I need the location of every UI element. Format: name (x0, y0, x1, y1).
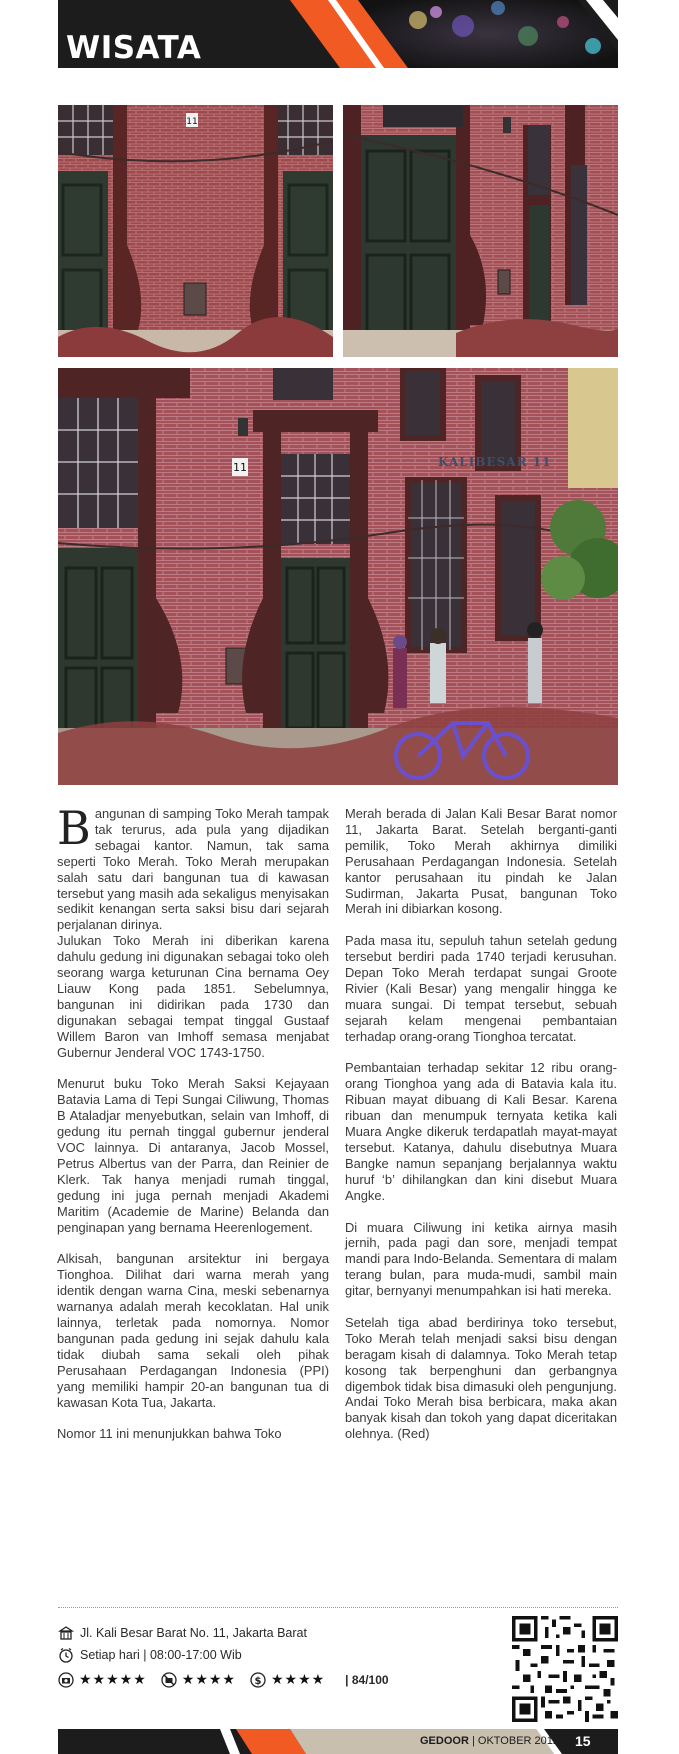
svg-text:11: 11 (186, 117, 198, 127)
dotted-separator (58, 1607, 618, 1608)
address-text: Jl. Kali Besar Barat No. 11, Jakarta Barat (80, 1626, 307, 1640)
article-paragraph: Bangunan di samping Toko Merah tampak tak terurus, ada pula yang dijadikan sebagai kantor. Namun, tak sama seperti Toko Merah. Toko Merah merupakan salah satu dari bangunan tua di kawasan tersebut yang masih ada sekaligus menyisakan sedikit kenangan serta saksi bisu dari sejarah perjalanan dirinya. (57, 801, 329, 933)
article-column-right (345, 806, 617, 1442)
photo-facade-door-left (58, 105, 333, 357)
page-footer (58, 1729, 618, 1754)
article-paragraph: Alkisah, bangunan arsitektur ini bergaya Tionghoa. Dilihat dari warna merah yang identik dengan warna Cina, meski sebenarnya warnanya adalah merah kecoklatan. Hal unik lainnya, terletak pada nomornya. Nomor bangunan pada gedung ini sejak dahulu kala tidak diubah sama sekali oleh pihak Perusahaan Perdagangan Indonesia (PPI) yang memiliki hampir 20-an bangunan tua di kawasan Kota Tua, Jakarta. (57, 1251, 329, 1410)
no-camera-icon (161, 1672, 177, 1688)
article-paragraph: Di muara Ciliwung ini ketika airnya masih jernih, pada pagi dan sore, menjadi tempat mandi para Indo-Belanda. Sementara di malam terang bulan, para muda-mudi, sambil main gitar, bernyanyi menumpahkan isi hati mereka. (345, 1219, 617, 1299)
camera-icon (58, 1672, 74, 1688)
article-paragraph: Setelah tiga abad berdirinya toko tersebut, Toko Merah telah menjadi saksi bisu dengan beragam kisah di dalamnya. Toko Merah tetap kosong tak berpenghuni dan gerbangnya digembok tidak bisa dimasuki oleh pengunjung. Andai Toko Merah bisa berbicara, maka akan banyak kisah dan tokoh yang dapat diceritakan olehnya. (Red) (345, 1314, 617, 1442)
address-row (58, 1622, 448, 1644)
svg-text:$: $ (254, 1676, 262, 1687)
section-header-banner (58, 0, 618, 68)
building-icon (58, 1625, 74, 1641)
article-paragraph: Menurut buku Toko Merah Saksi Kejayaan Batavia Lama di Tepi Sungai Ciliwung, Thomas B Ataladjar menyebutkan, selain van Imhoff, di gedung itu pernah tinggal gubernur jenderal VOC lainnya. Di antaranya, Jacob Mossel, Petrus Albertus van der Parra, dan Reinier de Klerk. Tak hanya menjadi rumah tinggal, gedung ini juga pernah menjadi Akademi Maritim (Academie de Marine) Belanda dan penginapan yang bernama Heerenlogement. (57, 1076, 329, 1235)
svg-text:KALIBESAR 11: KALIBESAR 11 (438, 455, 552, 469)
total-score: | 84/100 (345, 1673, 389, 1687)
magazine-name: GEDOOR (420, 1735, 469, 1747)
rating-stars-cost: ★★★★ (270, 1672, 326, 1688)
magazine-issue: GEDOOR | OKTOBER 2012 (420, 1735, 560, 1747)
hours-row (58, 1644, 448, 1666)
article-paragraph: Julukan Toko Merah ini diberikan karena dahulu gedung ini digunakan sebagai toko oleh seorang warga keturunan Cina bernama Oey Liauw Kong pada 1851. Sebelumnya, bangunan ini didirikan pada 1730 dan digunakan sebagai tempat tinggal Gustaaf Willem Baron van Imhoff semasa menjabat Gubernur Jenderal VOC 1743-1750. (57, 933, 329, 1060)
article-paragraph: Merah berada di Jalan Kali Besar Barat nomor 11, Jakarta Barat. Setelah berganti-ganti pemilik, Toko Merah akhirnya dimiliki Perusahaan Perdagangan Indonesia. Setelah kantor perusahaan itu pindah ke Jalan Sudirman, Jakarta Pusat, bangunan Toko Merah ini dibiarkan kosong. (345, 806, 617, 917)
money-icon (250, 1672, 266, 1688)
article-column-left (57, 801, 329, 1442)
rating-row (58, 1668, 448, 1692)
article-paragraph: Pembantaian terhadap sekitar 12 ribu orang-orang Tionghoa yang ada di Batavia kala itu. Ribuan mayat dibuang di Kali Besar. Karena ribuan dan menumpuk ternyata ketika kali Muara Angke dikeruk terdapatlah mayat-mayat tersebut. Katanya, dahulu disebutnya Muara Bangke namun sepanjang berjalannya waktu huruf ‘b’ dihilangkan dan kini disebut Muara Angke. (345, 1060, 617, 1203)
photo-toko-merah-facade (58, 368, 618, 785)
qr-code[interactable] (512, 1616, 618, 1722)
rating-stars-access: ★★★★ (181, 1672, 236, 1688)
hours-text: Setiap hari | 08:00-17:00 Wib (80, 1648, 242, 1662)
section-title: WISATA (66, 30, 202, 66)
rating-stars-photo: ★★★★★ (79, 1672, 147, 1688)
clock-icon (58, 1647, 74, 1663)
issue-date: OKTOBER 2012 (477, 1735, 560, 1747)
svg-text:11: 11 (233, 461, 247, 474)
drop-cap: B (57, 801, 91, 855)
visitor-info-box (58, 1622, 448, 1692)
page-number: 15 (575, 1733, 591, 1749)
article-paragraph: Pada masa itu, sepuluh tahun setelah gedung tersebut berdiri pada 1740 terjadi kerusuhan. Depan Toko Merah terdapat sungai Groote Rivier (Kali Besar) yang mengalir hingga ke muara sungai. Di tempat tersebut, sebuah sejarah kelam mengenai pembantaian terhadap orang-orang Tionghoa tercatat. (345, 933, 617, 1044)
article-paragraph: Nomor 11 ini menunjukkan bahwa Toko (57, 1426, 282, 1442)
photo-facade-door-angle (343, 105, 618, 357)
